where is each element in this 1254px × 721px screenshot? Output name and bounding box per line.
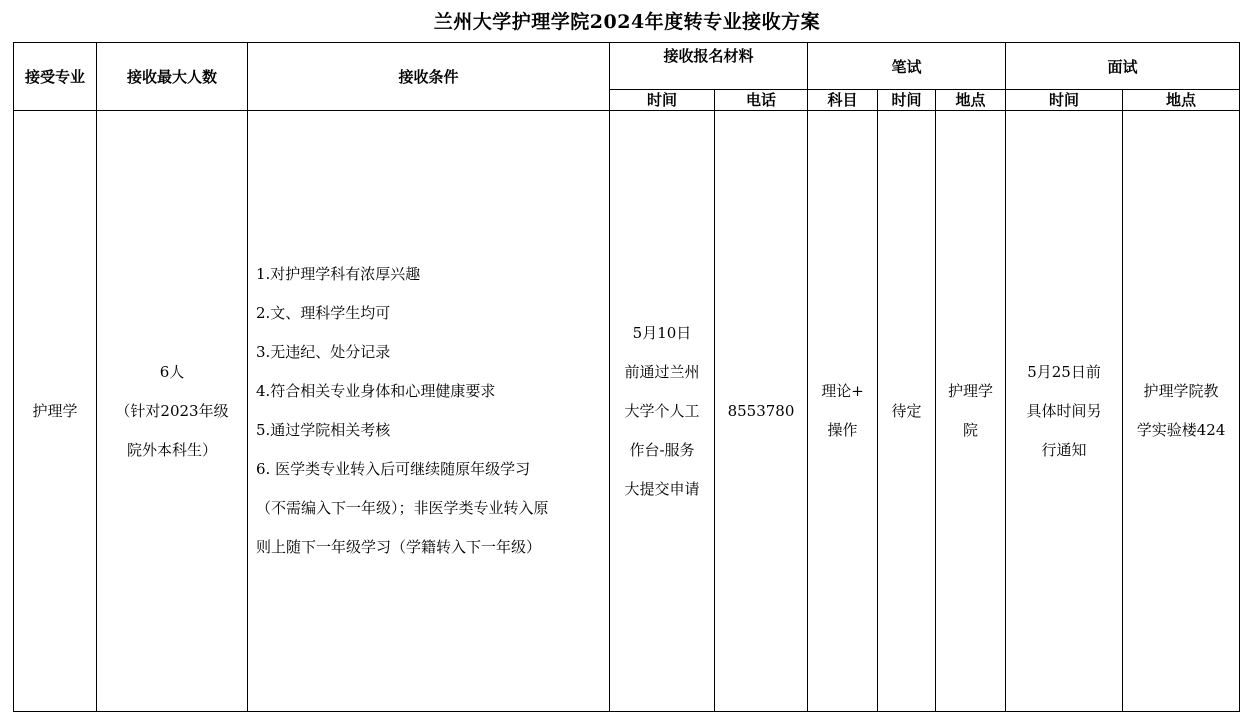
max-count-line-2: （针对2023年级 — [115, 401, 229, 420]
header-written-subject: 科目 — [808, 90, 878, 111]
materials-time-line: 大提交申请 — [624, 479, 700, 498]
header-interview-location: 地点 — [1123, 90, 1240, 111]
max-count-line-1: 6人 — [159, 362, 185, 381]
cell-max-count — [97, 111, 248, 712]
condition-item: 6. 医学类专业转入后可继续随原年级学习 — [256, 460, 531, 478]
cell-written-location — [936, 111, 1006, 712]
transfer-plan-table — [13, 42, 1240, 712]
cell-interview-location — [1123, 111, 1240, 712]
interview-time-line: 行通知 — [1041, 440, 1087, 459]
written-location-line: 护理学 — [948, 382, 994, 400]
interview-location-line: 学实验楼424 — [1136, 421, 1226, 439]
materials-time-line: 大学个人工 — [624, 401, 700, 420]
header-materials: 接收报名材料 — [610, 43, 808, 90]
condition-item: （不需编入下一年级）；非医学类专业转入原 — [256, 499, 549, 517]
header-max-count: 接收最大人数 — [97, 43, 248, 111]
cell-major — [14, 111, 97, 712]
header-written-time: 时间 — [878, 90, 936, 111]
cell-written-subject — [808, 111, 878, 712]
written-time-text: 待定 — [891, 401, 922, 420]
condition-item: 5.通过学院相关考核 — [256, 421, 391, 439]
conditions-list — [248, 255, 609, 567]
interview-location-line: 护理学院教 — [1143, 382, 1219, 400]
interview-time-line: 5月25日前 — [1027, 362, 1101, 381]
header-interview-time: 时间 — [1006, 90, 1123, 111]
table-row — [14, 111, 1240, 712]
cell-materials-time — [610, 111, 715, 712]
cell-written-time — [878, 111, 936, 712]
header-row-top — [14, 43, 1240, 90]
written-location-line: 院 — [963, 421, 979, 439]
materials-time-line: 5月10日 — [632, 323, 692, 342]
condition-item: 3.无违纪、处分记录 — [256, 343, 391, 361]
header-written-location: 地点 — [936, 90, 1006, 111]
condition-item: 4.符合相关专业身体和心理健康要求 — [256, 382, 496, 400]
header-materials-phone: 电话 — [715, 90, 808, 111]
written-subject-line: 理论+ — [821, 382, 864, 400]
major-text: 护理学 — [32, 401, 78, 420]
condition-item: 则上随下一年级学习（学籍转入下一年级） — [256, 538, 542, 556]
cell-conditions — [248, 111, 610, 712]
page-title: 兰州大学护理学院2024年度转专业接收方案 — [433, 11, 821, 33]
header-conditions: 接收条件 — [248, 43, 610, 111]
cell-interview-time — [1006, 111, 1123, 712]
max-count-line-3: 院外本科生） — [126, 440, 217, 459]
header-interview: 面试 — [1006, 43, 1240, 90]
interview-time-line: 具体时间另 — [1026, 401, 1102, 420]
cell-materials-phone — [715, 111, 808, 712]
header-written-exam: 笔试 — [808, 43, 1006, 90]
condition-item: 1.对护理学科有浓厚兴趣 — [256, 265, 421, 283]
written-subject-line: 操作 — [827, 421, 858, 439]
materials-time-line: 作台-服务 — [629, 440, 695, 459]
materials-time-line: 前通过兰州 — [624, 362, 700, 381]
header-materials-time: 时间 — [610, 90, 715, 111]
condition-item: 2.文、理科学生均可 — [256, 304, 391, 322]
header-major: 接受专业 — [14, 43, 97, 111]
materials-phone-text: 8553780 — [727, 401, 795, 420]
